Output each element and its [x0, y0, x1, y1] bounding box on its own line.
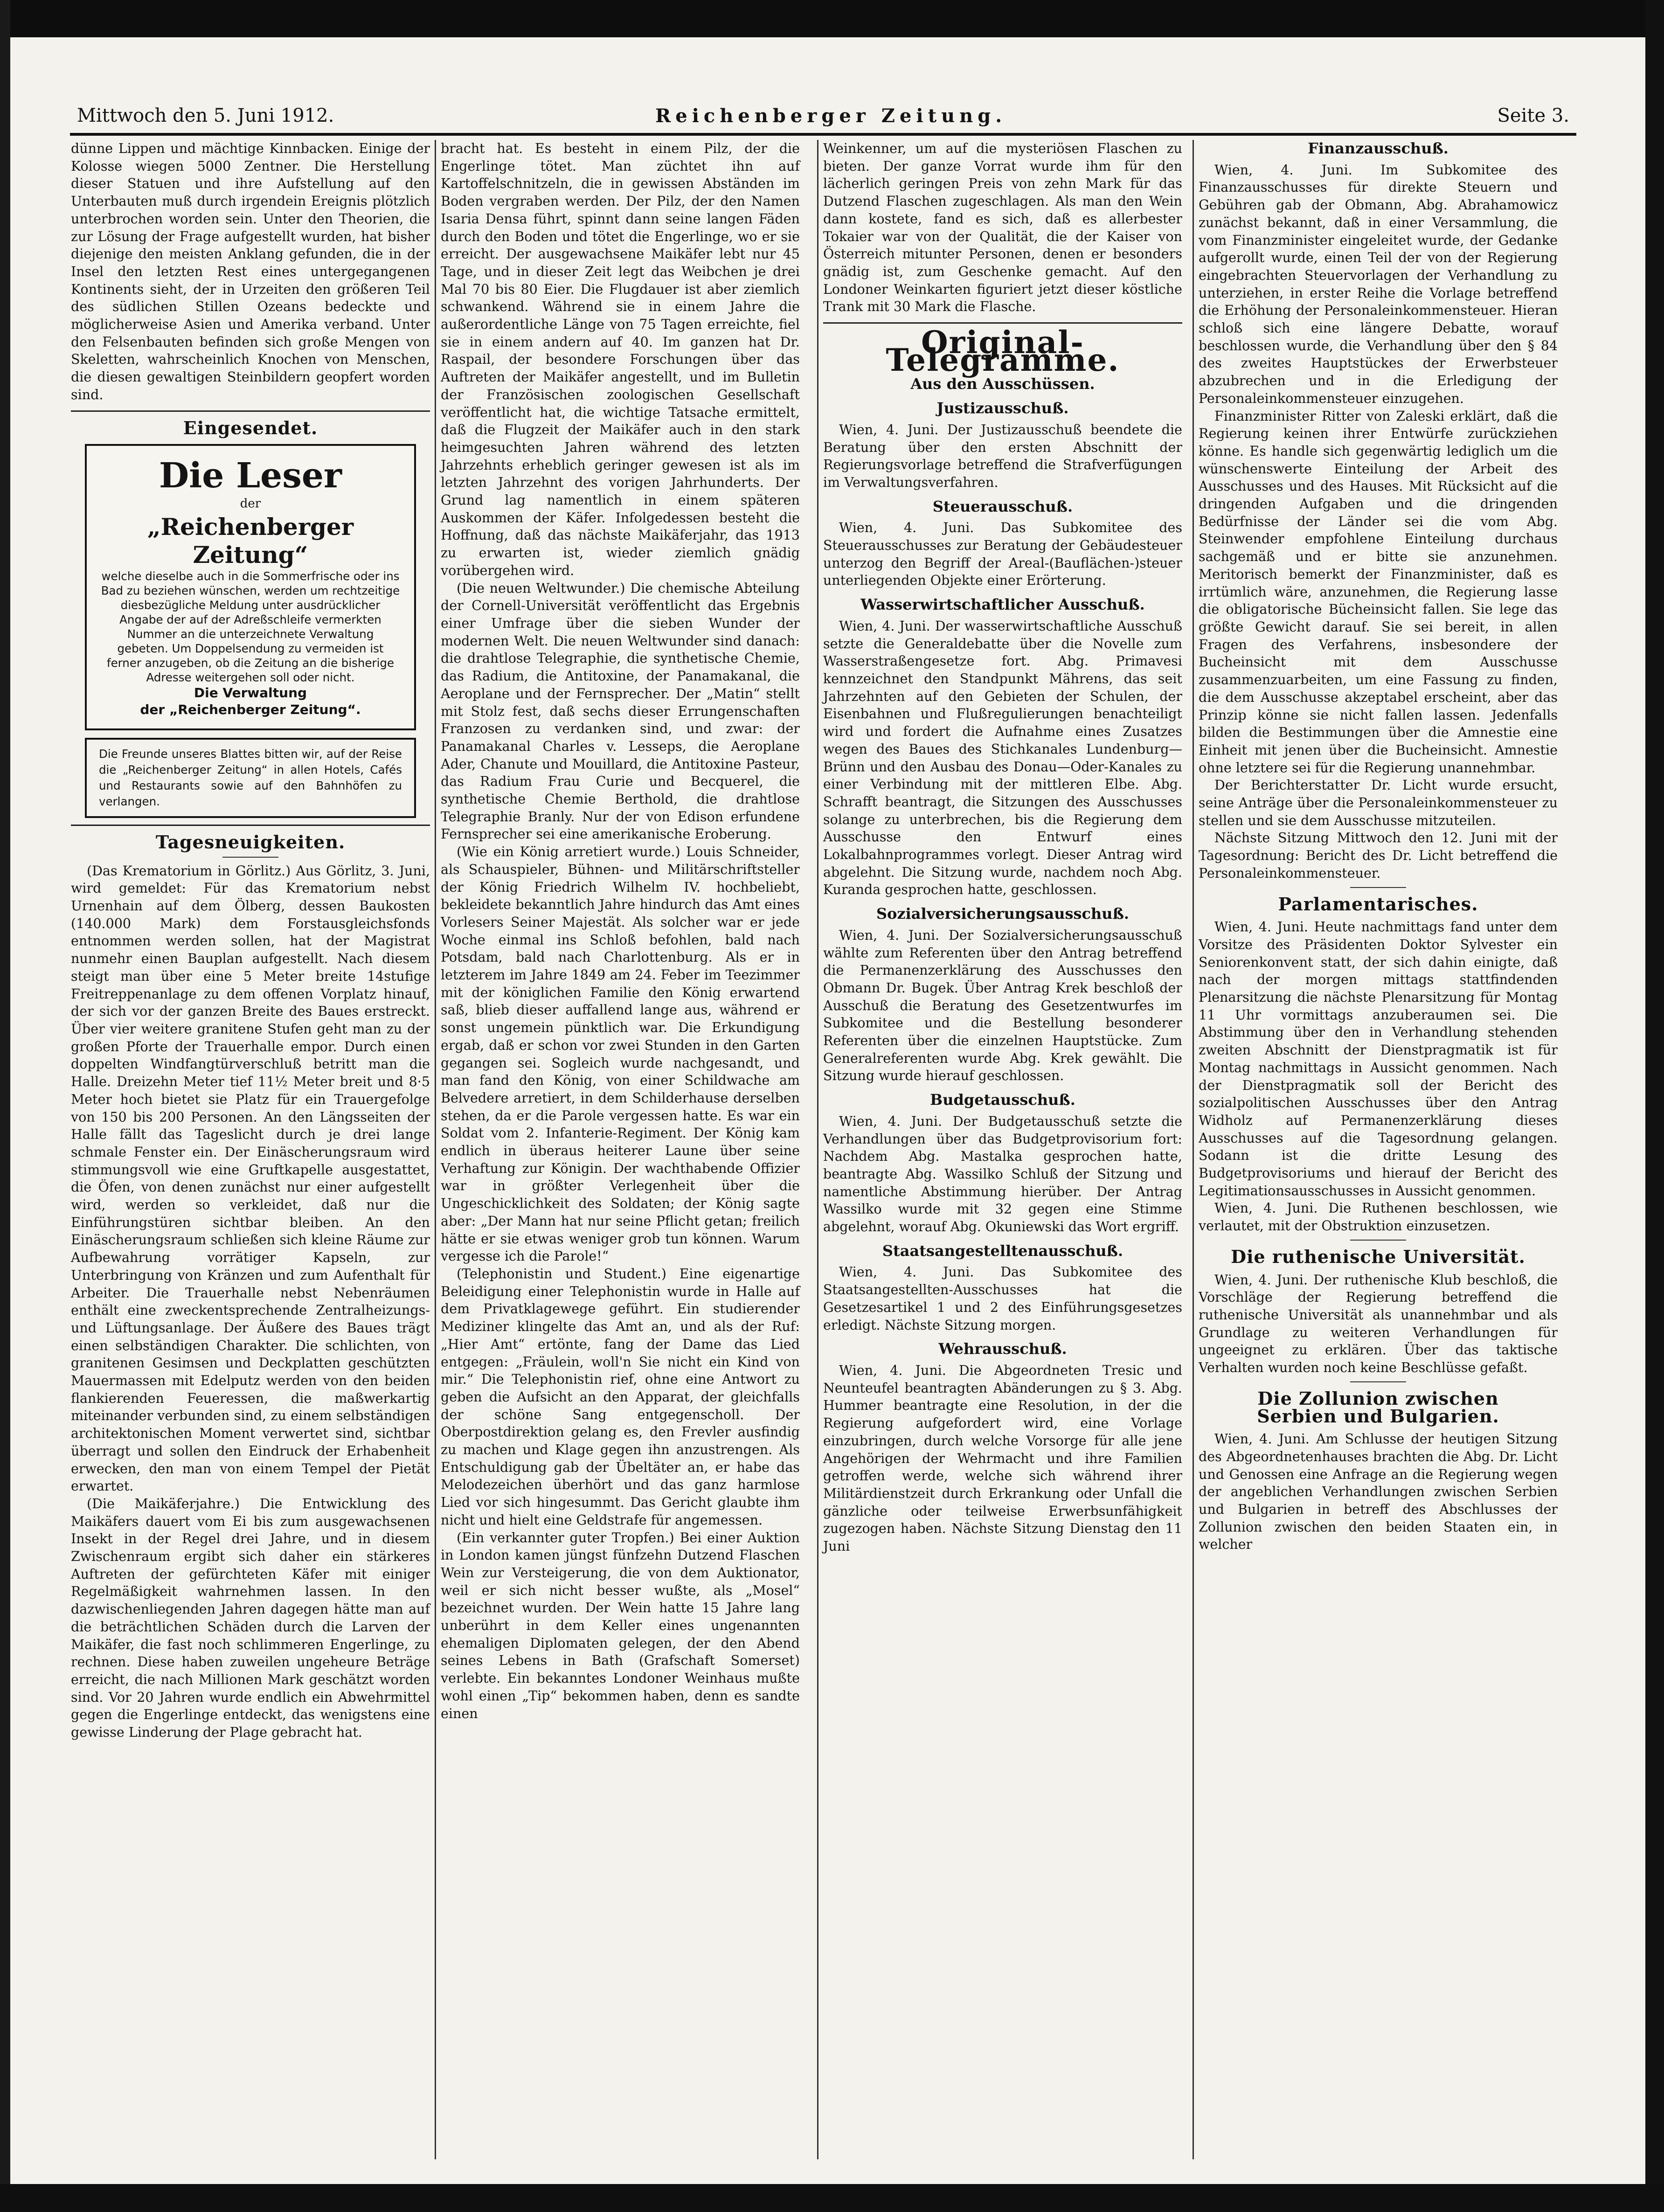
ad-title: Die Leser	[159, 456, 342, 496]
heading-justizausschuss: Justizausschuß.	[936, 399, 1069, 417]
ad-body: welche dieselbe auch in die Sommerfrische oder ins Bad zu beziehen wünschen, werden um rechtzeitige diesbezügliche Meldung unter ausdrücklicher Angabe der auf der Adreßschleife vermerkten Nummer an die unterzeichnete Verwaltung gebeten. Um Doppelsendung zu vermeiden ist ferner anzugeben, ob die Zeitung an die bisherige Adresse weitergehen soll oder nicht.	[101, 569, 400, 684]
advertisement-readers	[85, 444, 416, 730]
ad-der: der	[240, 497, 261, 511]
column-rule-1	[435, 140, 436, 2159]
scan-border-right	[1645, 0, 1664, 2212]
heading-wasserwirtschaft: Wasserwirtschaftlicher Ausschuß.	[860, 596, 1145, 614]
article-text: (Das Krematorium in Görlitz.) Aus Görlitz, 3. Juni, wird gemeldet: Für das Krematorium nebst Urnenhain auf dem Ölberg, dessen Baukosten (140.000 Mark) dem Forstausgleichsfonds entnommen werden sollen, hat der Magistrat nunmehr einen Bauplan aufgestellt. Nach diesem steigt man über eine 5 Meter breite 14stufige Freitreppenanlage zu dem offenen Vorplatz hinauf, der sich vor der ganzen Breite des Baues erstreckt. Über vier weitere granitene Stufen geht man zu der großen Pforte der Trauerhalle empor. Durch einen doppelten Windfangtürverschluß betritt man die Halle. Dreizehn Meter tief 11½ Meter breit und 8·5 Meter hoch bietet sie Platz für ein Trauergefolge von 150 bis 200 Personen. An den Längsseiten der Halle fällt das Tageslicht durch je drei lange schmale Fenster ein. Der Einäscherungsraum wird stimmungsvoll wie eine Gruftkapelle ausgestattet, die Öfen, von denen zunächst nur einer aufgestellt wird, werden so verkleidet, daß nur die Einführungstüren sichtbar bleiben. An den Einäscherungsraum schließen sich kleine Räume zur Aufbewahrung vorrätiger Kapseln, zur Unterbringung von Kränzen und zum Aufenthalt für Arbeiter. Die Trauerhalle nebst Nebenräumen enthält eine zweckentsprechende Zentralheizungs- und Lüftungsanlage. Der Äußere des Baues trägt einen selbständigen Charakter. Die schlichten, von granitenen Gesimsen und Deckplatten geschützten Mauermassen mit Edelputz werden von den beiden flankierenden Feueressen, die maßwerkartig miteinander verbunden sind, zu einem selbständigen architektonischen Moment verwertet sind, sichtbar überragt und sollen den Eindruck der Erhabenheit erwecken, den man von einem Tempel der Pietät erwartet.	[71, 863, 430, 1494]
heading-ruthenische-universitaet: Die ruthenische Universität.	[1231, 1246, 1525, 1267]
ad-signature-2: der „Reichenberger Zeitung“.	[140, 701, 361, 717]
article-text: Wien, 4. Juni. Der Sozialversicherungsausschuß wählte zum Referenten über den Antrag betreffend die Permanenzerklärung des Ausschusses den Obmann Dr. Bugek. Über Antrag Krek beschloß der Ausschuß die Beratung des Gesetzentwurfes im Subkomitee und die Bestellung besonderer Referenten über die einzelnen Hauptstücke. Zum Generalreferenten wurde Abg. Krek gewählt. Die Sitzung wurde hierauf geschlossen.	[823, 927, 1182, 1084]
section-heading-telegramme: Original-Telegramme.	[886, 324, 1120, 378]
ad-signature-1: Die Verwaltung	[194, 685, 307, 700]
article-text: Wien, 4. Juni. Das Subkomitee des Steuerausschusses zur Beratung der Gebäudesteuer unterzog den Begriff der Areal-(Bauflächen-)steuer unterliegenden Objekte einer Erörterung.	[823, 520, 1182, 589]
article-text: (Die neuen Weltwunder.) Die chemische Abteilung der Cornell-Universität veröffentlicht das Ergebnis einer Umfrage über die sieben Wunder der modernen Welt. Die neuen Weltwunder sind danach: die drahtlose Telegraphie, die synthetische Chemie, das Radium, die Antitoxine, der Panamakanal, die Aeroplane und der Fernsprecher. Der „Matin“ stellt mit Stolz fest, daß sechs dieser Errungenschaften Franzosen zu verdanken sind, und zwar: der Panamakanal Charles v. Lesseps, die Aeroplane Ader, Chanute und Mouillard, die Antitoxine Pasteur, das Radium Frau Curie und Becquerel, die synthetische Chemie Berthold, die drahtlose Telegraphie Branly. Nur der von Edison erfundene Fernsprecher sei eine amerikanische Eroberung.	[441, 580, 800, 842]
short-rule	[1350, 1240, 1406, 1241]
heading-budgetausschuss: Budgetausschuß.	[930, 1091, 1075, 1109]
header-paper-name: Reichenberger Zeitung.	[655, 105, 1007, 127]
article-text: Nächste Sitzung Mittwoch den 12. Juni mit der Tagesordnung: Bericht des Dr. Licht betreffend die Personaleinkommensteuer.	[1199, 830, 1558, 881]
header-rule	[70, 133, 1576, 136]
article-text: bracht hat. Es besteht in einem Pilz, der die Engerlinge tötet. Man züchtet ihn auf Kartoffelschnitzeln, die in gewissen Abständen im Boden vergraben werden. Der Pilz, der den Namen Isaria Densa führt, spinnt dann seine langen Fäden durch den Boden und tötet die Engerlinge, wo er sie erreicht. Der ausgewachsene Maikäfer lebt nur 45 Tage, und in dieser Zeit legt das Weibchen je drei Mal 70 bis 80 Eier. Die Flugdauer ist aber ziemlich schwankend. Während sie in einem Jahre die außerordentliche Länge von 75 Tagen erreichte, fiel sie in einem andern auf 40. Im ganzen hat Dr. Raspail, der besondere Forschungen über das Auftreten der Maikäfer angestellt, und im Bulletin der Französischen zoologischen Gesellschaft veröffentlicht hat, die wichtige Tatsache ermittelt, daß die Flugzeit der Maikäfer auch in den stark heimgesuchten Jahren während des letzten Jahrzehnts erheblich geringer gewesen ist als im letzten Jahrzehnt des vorigen Jahrhunderts. Der Grund lag namentlich in einem späteren Auskommen der Käfer. Infolgedessen besteht die Hoffnung, daß das nächste Maikäferjahr, das 1913 zu erwarten ist, wieder ziemlich gnädig vorübergehen wird.	[441, 141, 800, 578]
subheading-ausschuesse: Aus den Ausschüssen.	[910, 375, 1095, 393]
article-text: dünne Lippen und mächtige Kinnbacken. Einige der Kolosse wiegen 5000 Zentner. Die Herstellung dieser Statuen und ihre Aufstellung auf den Unterbauten muß durch irgendein Ereignis plötzlich unterbrochen worden sein. Unter den Theorien, die zur Lösung der Frage aufgestellt wurden, hat bisher diejenige den meisten Anklang gefunden, die in der Insel den letzten Rest eines untergegangenen Kontinents sieht, der in Urzeiten den größeren Teil des südlichen Stillen Ozeans bedeckte und möglicherweise Asien und Amerika verband. Unter den Felsenbauten befinden sich große Mengen von Skeletten, wahrscheinlich Knochen von Menschen, die diesen gewaltigen Steinbildern geopfert worden sind.	[71, 141, 430, 402]
scan-border-left	[0, 0, 10, 2212]
section-rule	[823, 322, 1182, 324]
short-rule	[1350, 1381, 1406, 1382]
article-text: Wien, 4. Juni. Die Ruthenen beschlossen, wie verlautet, mit der Obstruktion einzusetzen.	[1199, 1200, 1558, 1234]
ad2-body: Die Freunde unseres Blattes bitten wir, auf der Reise die „Reichenberger Zeitung“ in allen Hotels, Cafés und Restaurants sowie auf den Bahnhöfen zu verlangen.	[99, 747, 402, 808]
article-text: (Die Maikäferjahre.) Die Entwicklung des Maikäfers dauert vom Ei bis zum ausgewachsenen Insekt in der Regel drei Jahre, und in diesem Zwischenraum ergibt sich daher ein stärkeres Auftreten der gefürchteten Käfer mit einiger Regelmäßigkeit wahrnehmen lassen. In den dazwischenliegenden Jahren dagegen hätte man auf die beträchtlichen Schäden durch die Larven der Maikäfer, die fast noch schlimmeren Engerlinge, zu rechnen. Diese haben zuweilen ungeheure Beträge erreicht, die nach Millionen Mark geschätzt worden sind. Vor 20 Jahren wurde endlich ein Abwehrmittel gegen die Engerlinge entdeckt, das wenigstens eine gewisse Linderung der Plage gebracht hat.	[71, 1496, 430, 1740]
article-text: Wien, 4. Juni. Der Budgetausschuß setzte die Verhandlungen über das Budgetprovisorium fort: Nachdem Abg. Mastalka gesprochen hatte, beantragte Abg. Wassilko Schluß der Sitzung und namentliche Abstimmung hierüber. Der Antrag Wassilko wurde mit 32 gegen eine Stimme abgelehnt, worauf Abg. Okuniewski das Wort ergriff.	[823, 1113, 1182, 1235]
heading-zollunion-2: Serbien und Bulgarien.	[1257, 1405, 1499, 1427]
section-rule	[71, 825, 430, 826]
column-3	[823, 140, 1182, 1555]
heading-steuerausschuss: Steuerausschuß.	[932, 497, 1073, 515]
article-text: Wien, 4. Juni. Der wasserwirtschaftliche Ausschuß setzte die Generaldebatte über die Novelle zum Wasserstraßengesetze fort. Abg. Primavesi kennzeichnet den Standpunkt Mährens, das seit Jahrzehnten auf den Gebieten der Schulen, der Eisenbahnen und Flußregulierungen benachteiligt wird und fordert die Aufnahme eines Zusatzes wegen des Baues des Stichkanales Lundenburg—Brünn und den Ausbau des Donau—Oder-Kanales zu einer Verbindung mit der mittleren Elbe. Abg. Schrafft beantragt, die Sitzungen des Ausschusses solange zu unterbrechen, bis die Regierung dem Ausschusse den Entwurf eines Lokalbahnprogrammes vorlegt. Dieser Antrag wird abgelehnt. Die Sitzung wurde, nachdem noch Abg. Kuranda gesprochen hatte, geschlossen.	[823, 618, 1182, 898]
article-text: (Ein verkannter guter Tropfen.) Bei einer Auktion in London kamen jüngst fünfzehn Dutzend Flaschen Wein zur Versteigerung, die von dem Auktionator, weil er sich nicht besser wußte, als „Mosel“ bezeichnet wurden. Der Wein hatte 15 Jahre lang unberührt in dem Keller eines ungenannten ehemaligen Diplomaten gelegen, der den Abend seines Lebens in Bath (Grafschaft Somerset) verlebte. Ein bekanntes Londoner Weinhaus mußte wohl einen „Tip“ bekommen haben, denn es sandte einen	[441, 1530, 800, 1721]
section-rule	[71, 410, 430, 412]
heading-staatsangestellte: Staatsangestelltenausschuß.	[882, 1241, 1123, 1260]
section-heading-tagesneuigkeiten: Tagesneuigkeiten.	[155, 831, 346, 853]
article-text: Wien, 4. Juni. Der ruthenische Klub beschloß, die Vorschläge der Regierung betreffend die ruthenische Universität als unannehmbar und als Grundlage zu weiteren Verhandlungen für ungeeignet zu erklären. Über das taktische Verhalten wurden noch keine Beschlüsse gefaßt.	[1199, 1272, 1558, 1376]
ad-paper-name: „Reichenberger Zeitung“	[147, 513, 354, 569]
header-page-number: Seite 3.	[1497, 105, 1569, 126]
article-text: Der Berichterstatter Dr. Licht wurde ersucht, seine Anträge über die Personaleinkommensteuer zu stellen und sie dem Ausschusse mitzuteilen.	[1199, 777, 1558, 828]
article-text: Wien, 4. Juni. Heute nachmittags fand unter dem Vorsitze des Präsidenten Doktor Sylvester ein Seniorenkonvent statt, der sich dahin einigte, daß nach der morgen mittags stattfindenden Plenarsitzung die nächste Plenarsitzung für Montag 11 Uhr vormittags anzuberaumen sei. Die Abstimmung über den in Verhandlung stehenden zweiten Abschnitt der Dienstpragmatik ist für Montag nachmittags in Aussicht genommen. Nach der Dienstpragmatik soll der Bericht des sozialpolitischen Ausschusses über den Antrag Widholz auf Permanenzerklärung dieses Ausschusses auf die Tagesordnung gelangen. Sodann ist die dritte Lesung des Budgetprovisoriums und hierauf der Bericht des Legitimationsausschusses in Aussicht genommen.	[1199, 919, 1558, 1199]
article-text: Wien, 4. Juni. Die Abgeordneten Tresic und Neunteufel beantragten Abänderungen zu § 3. Abg. Hummer beantragte eine Resolution, in der die Regierung aufgefordert wird, eine Vorlage einzubringen, durch welche Vorsorge für alle jene Angehörigen der Wehrmacht und ihre Familien getroffen werde, welche sich während ihrer Militärdienstzeit durch Erkrankung oder Unfall die gänzliche oder teilweise Erwerbsunfähigkeit zugezogen haben. Nächste Sitzung Dienstag den 11 Juni	[823, 1363, 1182, 1554]
short-rule	[222, 857, 278, 858]
short-rule	[1350, 887, 1406, 888]
article-text: Weinkenner, um auf die mysteriösen Flaschen zu bieten. Der ganze Vorrat wurde ihm für den lächerlich geringen Preis von zehn Mark für das Dutzend Flaschen zugeschlagen. Als man den Wein dann kostete, fand es sich, daß es allerbester Tokaier war von der Qualität, die der Kaiser von Österreich mitunter Personen, denen er besonders gnädig ist, zum Geschenke gemacht. Auf den Londoner Weinkarten figuriert jetzt dieser köstliche Trank mit 30 Mark die Flasche.	[823, 141, 1182, 315]
heading-zollunion: Die Zollunion zwischen	[1257, 1387, 1499, 1409]
heading-wehrausschuss: Wehrausschuß.	[938, 1340, 1067, 1358]
heading-finanzausschuss: Finanzausschuß.	[1308, 139, 1449, 157]
column-2	[441, 140, 800, 1722]
scan-border-bottom	[0, 2184, 1664, 2212]
article-text: Finanzminister Ritter von Zaleski erklärt, daß die Regierung keinen ihrer Entwürfe zurückziehen könne. Es handle sich gegenwärtig lediglich um die wünschenswerte Einteilung der Arbeit des Ausschusses und des Hauses. Mit Rücksicht auf die dringenden Aufgaben und die dringenden Bedürfnisse der Länder sei die vom Abg. Steinwender empfohlene Einteilung durchaus sachgemäß und er bitte sie anzunehmen. Meritorisch bemerkt der Finanzminister, daß es irrtümlich wäre, anzunehmen, die Regierung lasse die obligatorische Bücheinsicht fallen. Sie lege das größte Gewicht darauf. Sie sei bereit, in allen Fragen des Verfahrens, insbesondere der Bucheinsicht mit dem Ausschusse zusammenzuarbeiten, um eine Fassung zu finden, die dem Ausschusse akzeptabel erscheint, aber das Prinzip könne sie nicht fallen lassen. Jedenfalls bilden die Bestimmungen über die Amnestie eine Einheit mit jenen über die Bucheinsicht. Amnestie ohne letztere sei für die Regierung unannehmbar.	[1199, 408, 1558, 776]
column-rule-2	[817, 140, 818, 2159]
article-text: (Telephonistin und Student.) Eine eigenartige Beleidigung einer Telephonistin wurde in Halle auf dem Privatklagewege geführt. Ein studierender Mediziner klingelte das Amt an, und als der Ruf: „Hier Amt“ ertönte, fang der Dame das Lied entgegen: „Fräulein, woll'n Sie nicht ein Kind von mir.“ Die Telephonistin rief, ohne eine Antwort zu geben die Aufsicht an den Apparat, der gleichfalls der schöne Sang entgegenscholl. Der Oberpostdirektion gelang es, den Frevler ausfindig zu machen und Klage gegen ihn anzustrengen. Als Entschuldigung gab der Übeltäter an, er habe das Melodezeichen überhört und das ganz harmlose Lied vor sich hingesummt. Das Gericht glaubte ihm nicht und hielt eine Geldstrafe für angemessen.	[441, 1266, 800, 1528]
article-text: Wien, 4. Juni. Der Justizausschuß beendete die Beratung über den ersten Abschnitt der Regierungsvorlage betreffend die Strafverfügungen im Verwaltungsverfahren.	[823, 422, 1182, 490]
scan-border-top	[0, 0, 1664, 37]
column-1	[71, 140, 430, 1741]
article-text: Wien, 4. Juni. Das Subkomitee des Staatsangestellten-Ausschusses hat die Gesetzesartikel 1 und 2 des Einführungsgesetzes erledigt. Nächste Sitzung morgen.	[823, 1264, 1182, 1333]
section-heading-eingesendet: Eingesendet.	[183, 417, 318, 438]
article-text: Wien, 4. Juni. Am Schlusse der heutigen Sitzung des Abgeordnetenhauses brachten die Abg. Dr. Licht und Genossen eine Anfrage an die Regierung wegen der angeblichen Verhandlungen zwischen Serbien und Bulgarien in betreff des Abschlusses der Zollunion zwischen den beiden Staaten ein, in welcher	[1199, 1431, 1558, 1553]
heading-sozialversicherung: Sozialversicherungsausschuß.	[876, 905, 1130, 923]
column-rule-3	[1193, 140, 1194, 2159]
advertisement-friends	[85, 738, 416, 818]
article-text: (Wie ein König arretiert wurde.) Louis Schneider, als Schauspieler, Bühnen- und Militärschriftsteller der König Friedrich Wilhelm IV. hochbeliebt, bekleidete bekanntlich Jahre hindurch das Amt eines Vorlesers Seiner Majestät. Als solcher war er jede Woche einmal ins Schloß befohlen, bald nach Potsdam, bald nach Charlottenburg. Als er in letzterem im Jahre 1849 am 24. Feber im Teezimmer mit der königlichen Familie den König erwartend saß, blieb dieser auffallend lange aus, während er sonst ungemein pünktlich war. Die Erkundigung ergab, daß er schon vor zwei Stunden in den Garten gegangen sei. Sogleich wurde nachgesandt, und man fand den König, von einer Schildwache am Belvedere arretiert, in dem Schilderhause derselben stehen, da er die Parole vergessen hatte. Es war ein Soldat vom 2. Infanterie-Regiment. Der König kam endlich in überaus heiterer Laune über seine Verhaftung zur Königin. Der wachthabende Offizier war in größter Verlegenheit über die Ungeschicklichkeit des Soldaten; der König sagte aber: „Der Mann hat nur seine Pflicht getan; freilich hätte er sie etwas weniger grob tun können. Warum vergesse ich die Parole!“	[441, 844, 800, 1264]
header-date: Mittwoch den 5. Juni 1912.	[77, 105, 334, 126]
article-text: Wien, 4. Juni. Im Subkomitee des Finanzausschusses für direkte Steuern und Gebühren gab der Obmann, Abg. Abrahamowicz zunächst bekannt, daß in einer Versammlung, die vom Finanzminister eingeleitet wurde, der Gedanke aufgerollt wurde, einen Teil der von der Regierung eingebrachten Steuervorlagen der Verhandlung zu unterziehen, in erster Reihe die Vorlage betreffend die Erhöhung der Personaleinkommensteuer. Hieran schloß sich eine längere Debatte, worauf beschlossen wurde, die Verhandlung über den § 84 des zweites Hauptstückes der Erwerbsteuer abzubrechen und in die Erledigung der Personaleinkommensteuer einzugehen.	[1199, 162, 1558, 406]
heading-parlamentarisches: Parlamentarisches.	[1278, 893, 1478, 915]
column-4	[1199, 140, 1558, 1553]
